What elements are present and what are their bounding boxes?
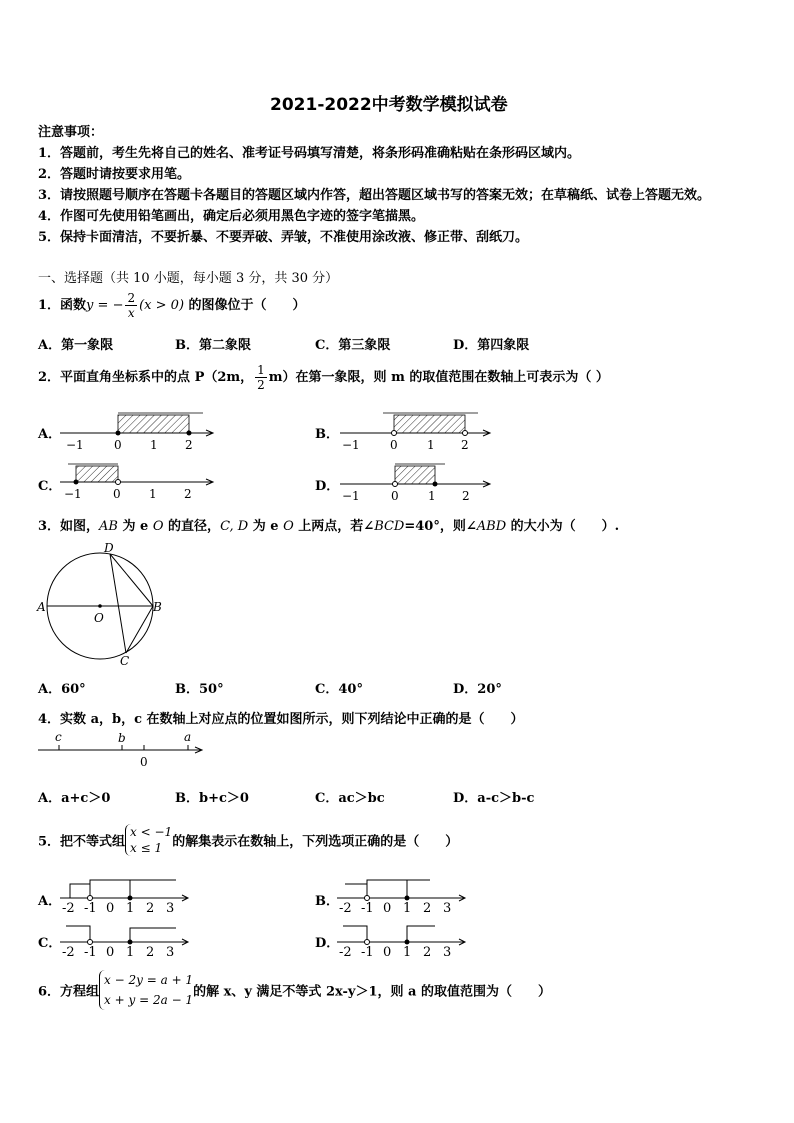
label-zero: 0: [140, 755, 148, 769]
range-right: [407, 926, 435, 942]
q4-option-a: A．a+c＞0: [38, 791, 111, 806]
q3-text-6: =40°，则∠: [404, 519, 477, 534]
endpoint-open: [463, 431, 468, 436]
tick-label: 3: [443, 945, 452, 960]
range-right: [130, 928, 176, 942]
q5-number-line-b: [335, 876, 470, 916]
q3-option-a: A．60°: [38, 682, 86, 697]
question-2: [38, 363, 609, 392]
label-b: b: [118, 731, 126, 745]
tick-label: 3: [166, 901, 175, 916]
q1-option-b: B．第二象限: [175, 338, 251, 353]
q3-ab: AB: [99, 519, 118, 534]
tick-label: 1: [428, 489, 436, 503]
q1-option-d: D．第四象限: [453, 338, 530, 353]
q2-number-line-a: [58, 405, 218, 455]
label-c: c: [55, 730, 62, 744]
tick-label: −1: [342, 489, 360, 503]
q2-fraction: [255, 363, 267, 392]
tick-label: 0: [383, 901, 392, 916]
q6-equation-system: [99, 970, 193, 1010]
q4-option-c: C．ac＞bc: [315, 791, 385, 806]
notice-item-3: 3．请按照题号顺序在答题卡各题目的答题区域内作答，超出答题区域书写的答案无效；在草稿纸、试卷上答题无效。: [38, 188, 711, 203]
q1-fraction: [125, 291, 137, 320]
q3-text-1: 3．如图，: [38, 519, 100, 534]
q5-suffix: 的解集表示在数轴上，下列选项正确的是（ ）: [172, 834, 459, 850]
q3-cd: C, D: [220, 519, 249, 534]
tick-label: 2: [185, 438, 193, 452]
q5-ineq-2: x ≤ 1: [130, 841, 163, 855]
tick-label: 2: [146, 945, 155, 960]
page-title: 2021-2022中考数学模拟试卷: [270, 95, 508, 115]
tick-label: 2: [423, 945, 432, 960]
endpoint-filled: [128, 896, 133, 901]
q6-eq-1: x − 2y = a + 1: [104, 973, 194, 987]
notice-item-4: 4．作图可先使用铅笔画出，确定后必须用黑色字迹的签字笔描黑。: [38, 209, 425, 224]
endpoint-filled: [74, 480, 79, 485]
question-3: [38, 515, 619, 534]
tick-label: 2: [184, 487, 192, 501]
q2-frac-num: 1: [257, 363, 265, 377]
q5-inequality-system: [125, 824, 172, 856]
question-4: 4．实数 a，b，c 在数轴上对应点的位置如图所示，则下列结论中正确的是（ ）: [38, 712, 524, 727]
section-heading: 一、选择题（共 10 小题，每小题 3 分，共 30 分）: [38, 271, 339, 286]
endpoint-open: [88, 896, 93, 901]
q2-suffix: m）在第一象限，则 m 的取值范围在数轴上可表示为（ ）: [268, 370, 609, 385]
q5-option-a-letter: A．: [38, 894, 62, 909]
q5-number-line-a: [58, 876, 193, 916]
label-a: a: [184, 730, 192, 744]
tick-label: -1: [84, 945, 97, 960]
label-o: O: [94, 611, 104, 625]
q2-option-a-letter: A．: [38, 427, 62, 442]
q3-o: O: [152, 519, 164, 534]
endpoint-open: [393, 482, 398, 487]
q3-text-3: 的直径，: [163, 519, 221, 534]
q3-text-4: 为 e: [248, 519, 284, 534]
notice-item-2: 2．答题时请按要求用笔。: [38, 167, 191, 182]
chord-cb: [126, 606, 153, 653]
endpoint-open: [88, 940, 93, 945]
q2-option-c-letter: C．: [38, 479, 62, 494]
endpoint-open: [365, 896, 370, 901]
shaded-region: [76, 466, 118, 482]
range-left: [367, 880, 430, 898]
q5-number-line-d: [335, 920, 470, 960]
q2-number-line-d: [338, 458, 498, 503]
notice-item-1: 1．答题前，考生先将自己的姓名、准考证号码填写清楚，将条形码准确粘贴在条形码区域内。: [38, 146, 581, 161]
q3-bcd: BCD: [374, 519, 405, 534]
q3-text-2: 为 e: [118, 519, 153, 534]
tick-label: 2: [423, 901, 432, 916]
notice-item-5: 5．保持卡面清洁，不要折暴、不要弄破、弄皱，不准使用涂改液、修正带、刮纸刀。: [38, 230, 529, 245]
tick-label: 1: [126, 901, 135, 916]
tick-label: 3: [166, 945, 175, 960]
tick-label: −1: [342, 438, 360, 452]
q5-option-d-letter: D．: [315, 936, 340, 951]
q3-option-b: B．50°: [175, 682, 224, 697]
q2-option-b-letter: B．: [315, 427, 339, 442]
tick-label: 3: [443, 901, 452, 916]
tick-label: -2: [339, 901, 352, 916]
q3-text-7: 的大小为（ ）.: [506, 519, 620, 534]
endpoint-open: [116, 480, 121, 485]
shaded-region: [394, 415, 465, 433]
tick-label: -2: [62, 945, 75, 960]
q3-option-d: D．20°: [453, 682, 502, 697]
q4-option-b: B．b+c＞0: [175, 791, 249, 806]
tick-label: 0: [113, 487, 121, 501]
tick-label: -1: [84, 901, 97, 916]
q6-eq-2: x + y = 2a − 1: [104, 993, 194, 1007]
tick-label: -2: [62, 901, 75, 916]
tick-label: 0: [390, 438, 398, 452]
tick-label: 2: [462, 489, 470, 503]
tick-label: -1: [361, 945, 374, 960]
tick-label: 2: [146, 901, 155, 916]
endpoint-filled: [405, 940, 410, 945]
endpoint-filled: [433, 482, 438, 487]
question-1: [38, 291, 306, 320]
label-a: A: [37, 600, 46, 614]
q6-suffix: 的解 x、y 满足不等式 2x-y＞1，则 a 的取值范围为（ ）: [193, 984, 551, 1000]
tick-label: 0: [391, 489, 399, 503]
tick-label: −1: [64, 487, 82, 501]
tick-label: 1: [149, 487, 157, 501]
label-c: C: [120, 654, 130, 668]
range-left: [343, 926, 367, 942]
tick-label: 2: [461, 438, 469, 452]
tick-label: -1: [361, 901, 374, 916]
q1-frac-den: x: [127, 306, 135, 320]
q5-option-b-letter: B．: [315, 894, 339, 909]
q2-option-d-letter: D．: [315, 479, 340, 494]
q1-eq: = −: [93, 298, 124, 313]
q5-number-line-c: [58, 920, 193, 960]
question-6: [38, 970, 551, 1010]
tick-label: 0: [114, 438, 122, 452]
tick-label: 0: [383, 945, 392, 960]
endpoint-filled: [116, 431, 121, 436]
q5-option-c-letter: C．: [38, 936, 62, 951]
q1-frac-num: 2: [127, 291, 136, 305]
endpoint-filled: [405, 896, 410, 901]
q3-abd: ABD: [476, 519, 507, 534]
q1-option-c: C．第三象限: [315, 338, 391, 353]
notice-heading: 注意事项：: [38, 125, 104, 140]
tick-label: 0: [106, 901, 115, 916]
q2-number-line-b: [338, 405, 498, 455]
tick-label: 1: [403, 901, 412, 916]
range-right: [90, 880, 176, 898]
q4-option-d: D．a-c＞b-c: [453, 791, 535, 806]
tick-label: 1: [403, 945, 412, 960]
q3-circle-figure: [34, 540, 169, 670]
q5-ineq-1: x < −1: [130, 825, 173, 839]
q2-frac-den: 2: [257, 378, 265, 392]
tick-label: −1: [66, 438, 84, 452]
question-5: [38, 824, 458, 856]
tick-label: 0: [106, 945, 115, 960]
range-left: [70, 884, 90, 898]
shaded-region: [118, 415, 189, 433]
label-d: D: [104, 541, 114, 555]
tick-label: 1: [150, 438, 158, 452]
chord-dc: [110, 554, 126, 653]
q6-prefix: 6．方程组: [38, 984, 100, 1000]
range-left: [66, 926, 90, 942]
label-b: B: [153, 600, 162, 614]
tick-label: 1: [427, 438, 435, 452]
q1-suffix: 的图像位于（ ）: [184, 298, 306, 313]
tick-label: 1: [126, 945, 135, 960]
q3-option-c: C．40°: [315, 682, 363, 697]
q1-cond: (x > 0): [139, 298, 185, 313]
endpoint-filled: [128, 940, 133, 945]
q3-text-5: 上两点，若∠: [293, 519, 375, 534]
q1-prefix: 1．函数: [38, 298, 87, 313]
q2-number-line-c: [58, 458, 218, 503]
tick-label: -2: [339, 945, 352, 960]
q1-option-a: A．第一象限: [38, 338, 114, 353]
endpoint-filled: [187, 431, 192, 436]
q5-prefix: 5．把不等式组: [38, 834, 126, 850]
shaded-region: [395, 466, 435, 484]
q3-o-2: O: [283, 519, 294, 534]
endpoint-open: [365, 940, 370, 945]
q2-prefix: 2．平面直角坐标系中的点 P（2m，: [38, 370, 254, 385]
q1-y: y: [86, 298, 94, 313]
q4-number-line: [36, 728, 211, 770]
center-point: [98, 604, 102, 608]
endpoint-open: [392, 431, 397, 436]
